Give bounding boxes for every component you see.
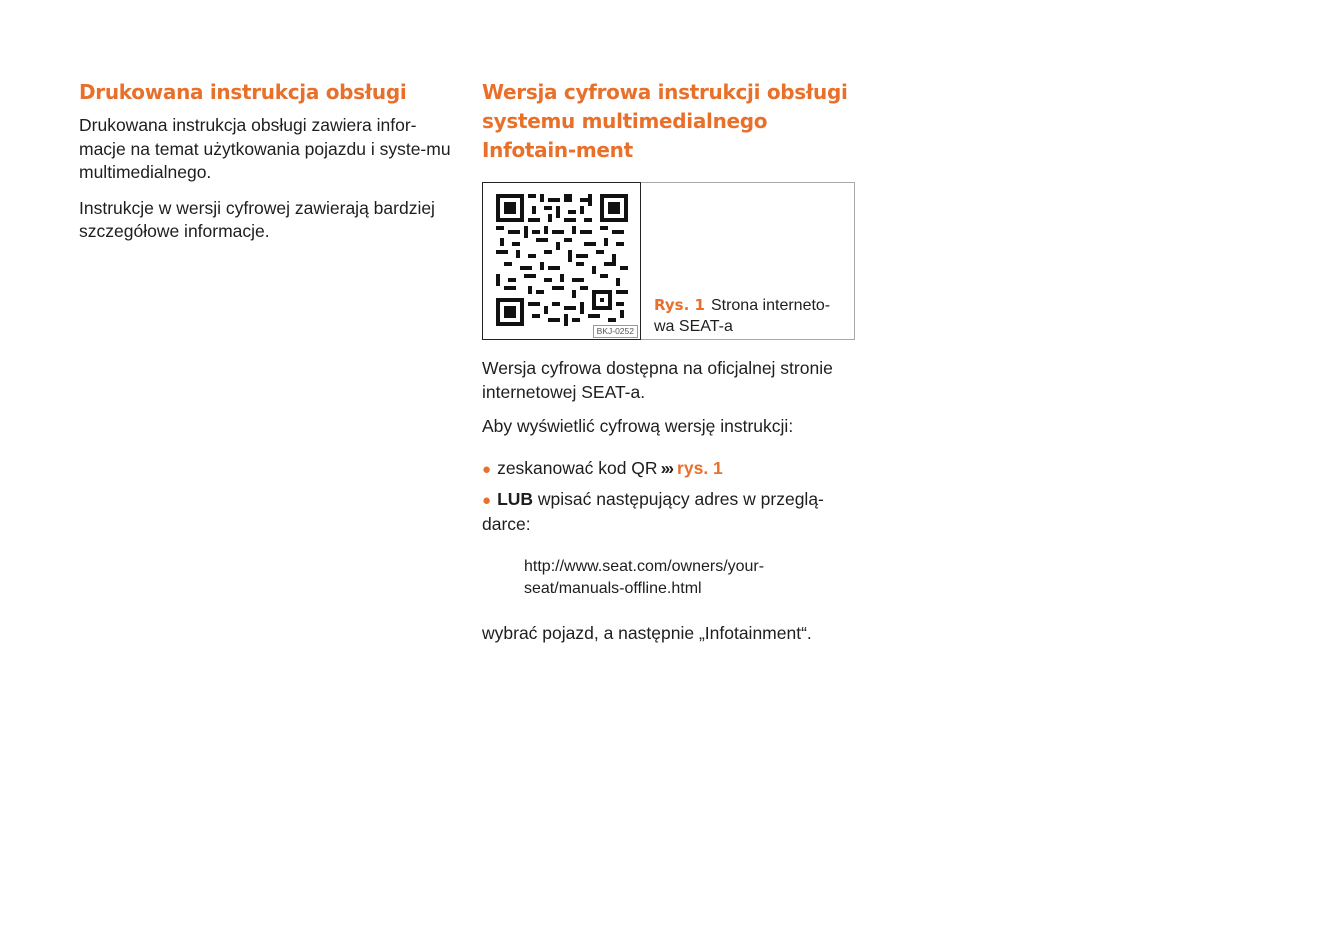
instruction-list xyxy=(482,457,862,537)
manual-url[interactable]: http://www.seat.com/owners/your-seat/manuals-offline.html xyxy=(524,558,765,597)
qr-image-frame xyxy=(482,182,641,340)
list-item xyxy=(482,457,862,482)
bullet-icon: ● xyxy=(482,460,492,478)
paragraph-printed-manual: Drukowana instrukcja obsługi zawiera infor-macje na temat użytkowania pojazdu i syste-mu multimedialnego. xyxy=(79,115,451,182)
list-item xyxy=(482,488,862,536)
qr-code-icon[interactable] xyxy=(496,194,628,326)
image-code-label: BKJ-0252 xyxy=(593,325,638,338)
figure-caption xyxy=(654,295,849,337)
paragraph-how-to-view: Aby wyświetlić cyfrową wersję instrukcji: xyxy=(482,416,794,436)
figure-label: Rys. 1 xyxy=(654,296,705,314)
figure-caption-text: Strona interneto-wa SEAT-a xyxy=(654,297,831,335)
left-column xyxy=(79,78,459,244)
list-item-text: zeskanować kod QR xyxy=(497,457,658,478)
bullet-icon: ● xyxy=(482,492,492,509)
paragraph-digital-details: Instrukcje w wersji cyfrowej zawierają bardziej szczegółowe informacje. xyxy=(79,197,435,241)
figure-reference-link[interactable]: rys. 1 xyxy=(677,457,723,478)
reference-arrow-icon: ››› xyxy=(660,457,673,478)
right-column-header xyxy=(482,78,862,165)
list-item-text: wpisać następujący adres w przeglą-darce: xyxy=(482,489,824,534)
list-item-bold: LUB xyxy=(497,489,534,509)
section-heading-digital-manual: Wersja cyfrowa instrukcji obsługi systemu multimedialnego Infotain-ment xyxy=(482,80,848,162)
section-heading-printed-manual: Drukowana instrukcja obsługi xyxy=(79,80,407,104)
paragraph-final-step: wybrać pojazd, a następnie „Infotainment“. xyxy=(482,623,812,643)
right-column-body xyxy=(482,357,862,646)
paragraph-digital-available: Wersja cyfrowa dostępna na oficjalnej stronie internetowej SEAT-a. xyxy=(482,358,833,402)
figure-qr xyxy=(482,182,855,340)
